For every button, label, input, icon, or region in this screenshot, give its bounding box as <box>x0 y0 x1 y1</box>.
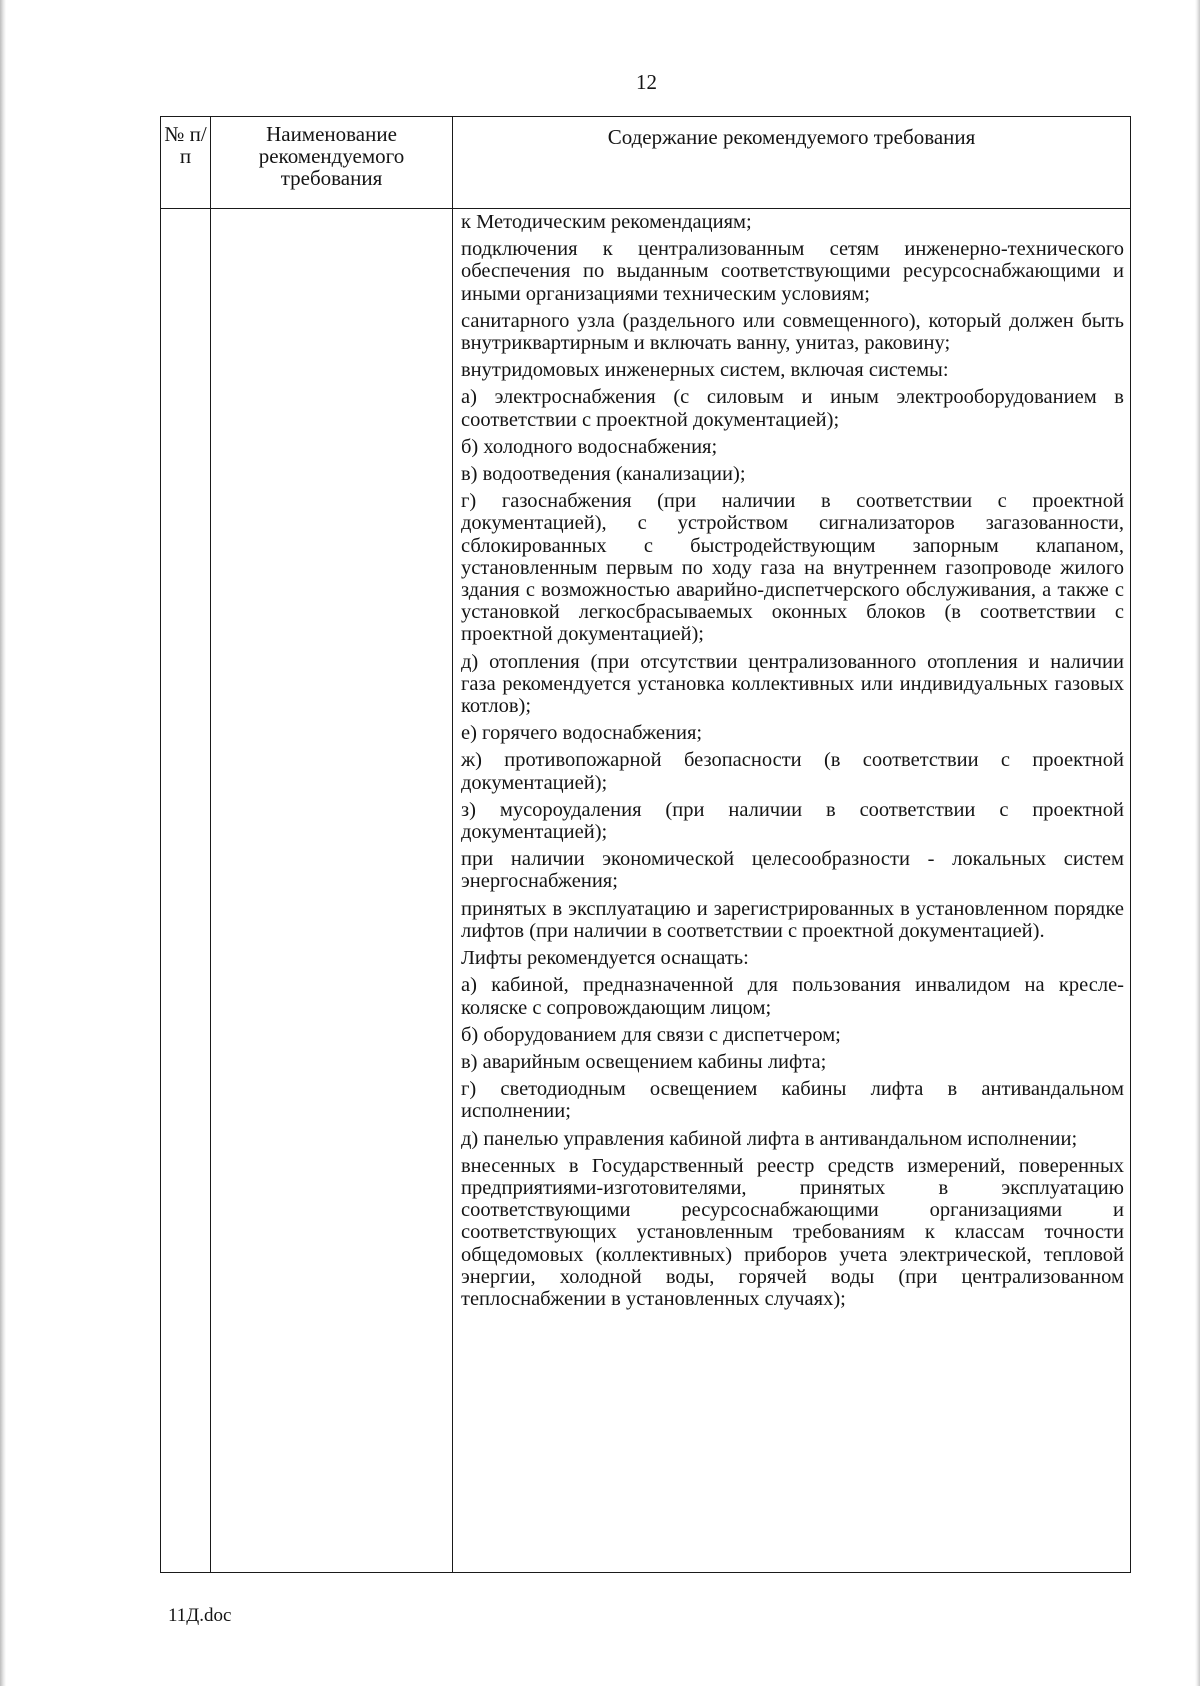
content-paragraph: г) светодиодным освещением кабины лифта в антивандальном исполнении; <box>461 1078 1124 1123</box>
header-requirement-name: Наименование рекомендуемого требования <box>211 117 453 209</box>
content-paragraph: а) электроснабжения (с силовым и иным электрооборудованием в соответствии с проектной документацией); <box>461 386 1124 431</box>
scan-edge-right <box>1195 0 1200 1686</box>
scan-edge-left <box>0 0 6 1686</box>
cell-number-empty <box>161 209 211 1573</box>
content-paragraph: б) холодного водоснабжения; <box>461 435 718 458</box>
content-paragraph: е) горячего водоснабжения; <box>461 722 703 745</box>
content-paragraph: в) водоотведения (канализации); <box>461 463 746 486</box>
content-paragraph: з) мусороудаления (при наличии в соответствии с проектной документацией); <box>461 798 1124 844</box>
page-number: 12 <box>636 70 657 94</box>
content-paragraph: внутридомовых инженерных систем, включая системы: <box>461 359 949 382</box>
cell-name-empty <box>211 209 453 1573</box>
content-paragraph: а) кабиной, предназначенной для пользования инвалидом на кресле-коляске с сопровождающим лицом; <box>461 974 1124 1019</box>
content-paragraph: санитарного узла (раздельного или совмещенного), который должен быть внутриквартирным и включать ванну, унитаз, раковину; <box>461 309 1124 355</box>
content-paragraph: б) оборудованием для связи с диспетчером; <box>461 1023 841 1046</box>
content-paragraph: в) аварийным освещением кабины лифта; <box>461 1050 827 1073</box>
requirements-table <box>160 116 1131 1573</box>
content-paragraph: Лифты рекомендуется оснащать: <box>461 947 749 970</box>
table-row <box>161 209 1131 1573</box>
content-paragraph: принятых в эксплуатацию и зарегистрированных в установленном порядке лифтов (при наличии в соответствии с проектной документацией). <box>461 897 1124 942</box>
cell-requirement-content <box>453 209 1131 1573</box>
content-paragraph: д) отопления (при отсутствии централизованного отопления и наличии газа рекомендуется установка коллективных или индивидуальных газовых котлов); <box>461 650 1124 718</box>
header-requirement-content: Содержание рекомендуемого требования <box>453 117 1131 209</box>
content-paragraph: г) газоснабжения (при наличии в соответствии с проектной документацией), с устройством сигнализаторов загазованности, сблокированных с быстродействующим запорным клапаном, установленным первым по ходу газа на внутреннем газопроводе жилого здания с возможностью аварийно-диспетчерского обслуживания, а также с установкой легкосбрасываемых оконных блоков (в соответствии с проектной документацией); <box>461 490 1124 646</box>
content-paragraph: ж) противопожарной безопасности (в соответствии с проектной документацией); <box>461 749 1124 794</box>
content-paragraph: внесенных в Государственный реестр средств измерений, поверенных предприятиями-изготовителями, принятых в эксплуатацию соответствующими ресурсоснабжающими организациями и соответствующих установленным требованиям к классам точности общедомовых (коллективных) приборов учета электрической, тепловой энергии, холодной воды, горячей воды (при централизованном теплоснабжении в установленных случаях); <box>461 1154 1124 1310</box>
content-paragraph: к Методическим рекомендациям; <box>461 211 752 233</box>
content-paragraph: д) панелью управления кабиной лифта в антивандальном исполнении; <box>461 1127 1078 1150</box>
header-number: № п/п <box>161 117 211 209</box>
footer-file-label: 11Д.doc <box>168 1605 232 1626</box>
table-header-row <box>161 117 1131 209</box>
content-paragraph: при наличии экономической целесообразности - локальных систем энергоснабжения; <box>461 848 1124 893</box>
content-paragraph: подключения к централизованным сетям инженерно-технического обеспечения по выданным соответствующими ресурсоснабжающими и иными организациями техническим условиям; <box>461 238 1124 305</box>
